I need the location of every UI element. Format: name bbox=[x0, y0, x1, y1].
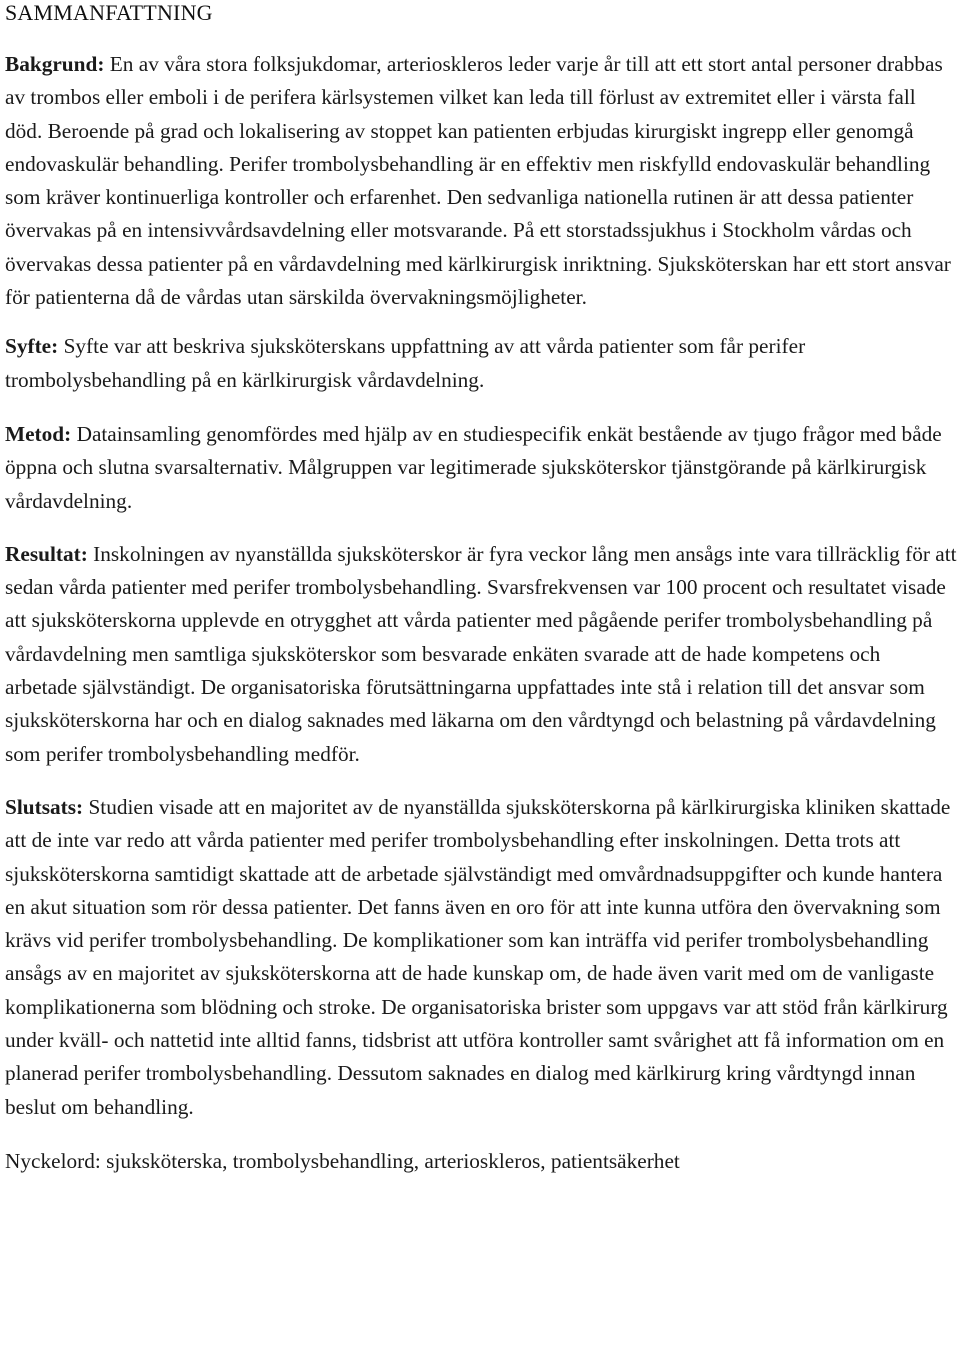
section-label-slutsats: Slutsats: bbox=[5, 794, 84, 819]
section-label-metod: Metod: bbox=[5, 421, 72, 446]
section-label-bakgrund: Bakgrund: bbox=[5, 52, 105, 76]
section-bakgrund bbox=[5, 48, 957, 314]
section-text-metod: Datainsamling genomfördes med hjälp av en studiespecifik enkät bestående av tjugo frågor med både öppna och slutna svarsalternativ. Målgruppen var legitimerade sjuksköterskor tjänstgörande på kärlkirurgisk vårdavdelning. bbox=[5, 421, 942, 513]
document-heading: SAMMANFATTNING bbox=[5, 0, 213, 25]
section-resultat bbox=[5, 538, 957, 771]
document-page bbox=[5, 0, 957, 1178]
section-label-resultat: Resultat: bbox=[5, 541, 88, 566]
section-slutsats bbox=[5, 791, 957, 1124]
section-syfte bbox=[5, 330, 957, 397]
keywords-text: Nyckelord: sjuksköterska, trombolysbehandling, arterioskleros, patientsäkerhet bbox=[5, 1148, 680, 1173]
section-nyckelord bbox=[5, 1145, 957, 1178]
section-text-bakgrund: En av våra stora folksjukdomar, arterioskleros leder varje år till att ett stort antal personer drabbas av trombos eller emboli i de perifera kärlsystemen vilket kan leda till förlust av extremitet eller i värsta fall död. Beroende på grad och lokalisering av stoppet kan patienten erbjudas kirurgiskt ingrepp eller genomgå endovaskulär behandling. Perifer trombolysbehandling är en effektiv men riskfylld endovaskulär behandling som kräver kontinuerliga kontroller och erfarenhet. Den sedvanliga nationella rutinen är att dessa patienter övervakas på en intensivvårdsavdelning eller motsvarande. På ett storstadssjukhus i Stockholm vårdas och övervakas dessa patienter på en vårdavdelning med kärlkirurgisk inriktning. Sjuksköterskan har ett stort ansvar för patienterna då de vårdas utan särskilda övervakningsmöjligheter. bbox=[5, 52, 951, 310]
section-label-syfte: Syfte: bbox=[5, 334, 59, 359]
section-text-slutsats: Studien visade att en majoritet av de nyanställda sjuksköterskorna på kärlkirurgiska kliniken skattade att de inte var redo att vårda patienter med perifer trombolysbehandling efter inskolningen. Detta trots att sjuksköterskorna samtidigt skattade att de arbetade självständigt med omvårdnadsuppgifter och kunde hantera en akut situation som rör dessa patienter. Det fanns även en oro för att inte kunna utföra den övervakning som krävs vid perifer trombolysbehandling. De komplikationer som kan inträffa vid perifer trombolysbehandling ansågs av en majoritet av sjuksköterskorna att de hade kunskap om, de hade även varit med om de vanligaste komplikationerna som blödning och stroke. De organisatoriska brister som uppgavs var att stöd från kärlkirurg under kväll- och nattetid inte alltid fanns, tidsbrist att utföra kontroller samt svårighet att få information om en planerad perifer trombolysbehandling. Dessutom saknades en dialog med kärlkirurg kring vårdtyngd innan beslut om behandling. bbox=[5, 794, 951, 1119]
section-text-syfte: Syfte var att beskriva sjuksköterskans uppfattning av att vårda patienter som får perifer trombolysbehandling på en kärlkirurgisk vårdavdelning. bbox=[5, 334, 806, 392]
section-metod bbox=[5, 418, 957, 518]
section-text-resultat: Inskolningen av nyanställda sjuksköterskor är fyra veckor lång men ansågs inte vara tillräcklig för att sedan vårda patienter med perifer trombolysbehandling. Svarsfrekvensen var 100 procent och resultatet visade att sjuksköterskorna upplevde en otrygghet att vårda patienter med pågående perifer trombolysbehandling på vårdavdelning men samtliga sjuksköterskor som besvarade enkäten svarade att de hade kompetens och arbetade självständigt. De organisatoriska förutsättningarna uppfattades inte stå i relation till det ansvar som sjuksköterskorna har och en dialog saknades med läkarna om den vårdtyngd och belastning på vårdavdelning som perifer trombolysbehandling medför. bbox=[5, 541, 957, 766]
